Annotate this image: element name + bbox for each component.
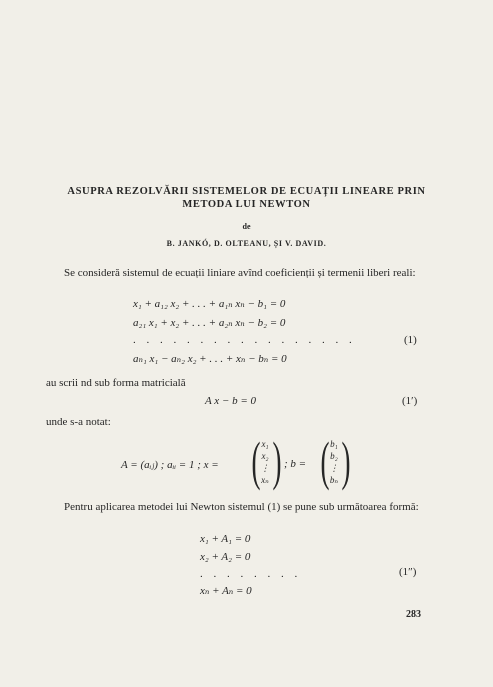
paragraph-newton-form: Pentru aplicarea metodei lui Newton sistemul (1) se pune sub următoarea formă: [64, 501, 419, 513]
article-title [30, 185, 463, 211]
title-line-2: METODA LUI NEWTON [182, 199, 311, 210]
vector-b-entry: bₙ [329, 475, 339, 485]
by-line: de [242, 222, 251, 231]
system-equation-1: x₁ + a₁₂ x₂ + . . . + a₁ₙ xₙ − b₁ = 0 [133, 298, 286, 310]
vector-b-entry: b₂ [330, 451, 338, 461]
notation-A-and-x: A = (aᵢⱼ) ; aᵢᵢ = 1 ; x = [121, 459, 219, 471]
newton-ellipsis-row: . . . . . . . . [200, 568, 302, 580]
newton-equation-1: x₁ + A₁ = 0 [200, 533, 251, 545]
system-equation-n: aₙ₁ x₁ − aₙ₂ x₂ + . . . + xₙ − bₙ = 0 [133, 353, 287, 365]
system-equation-2: a₂₁ x₁ + x₂ + . . . + a₂ₙ xₙ − b₂ = 0 [133, 317, 286, 329]
vector-b-entry: ⋮ [329, 463, 339, 473]
equation-label-1-double-prime: (1″) [399, 566, 417, 578]
newton-equation-2: x₂ + A₂ = 0 [200, 551, 251, 563]
equation-label-1-prime: (1′) [402, 395, 418, 407]
page-number: 283 [406, 609, 421, 620]
newton-equation-n: xₙ + Aₙ = 0 [200, 585, 252, 597]
system-ellipsis-row: . . . . . . . . . . . . . . . . . [133, 334, 356, 346]
vector-b-right-paren: ) [341, 431, 351, 491]
matrix-equation: A x − b = 0 [205, 395, 256, 407]
vector-x-entry: x₂ [261, 451, 269, 461]
equation-label-1: (1) [404, 334, 417, 346]
vector-x-right-paren: ) [272, 431, 282, 491]
vector-x [258, 438, 272, 486]
notation-b-label: ; b = [284, 458, 307, 470]
authors: B. JANKÓ, D. OLTEANU, ȘI V. DAVID. [166, 239, 327, 248]
vector-x-entry: ⋮ [260, 463, 270, 473]
vector-b-left-paren: ( [320, 431, 330, 491]
paragraph-notation: unde s-a notat: [46, 416, 111, 428]
vector-b [327, 438, 341, 486]
vector-x-entry: x₁ [261, 439, 269, 449]
paragraph-intro: Se consideră sistemul de ecuații liniare avînd coeficienții și termenii liberi reali: [64, 267, 416, 279]
vector-b-entry: b₁ [330, 439, 338, 449]
vector-x-entry: xₙ [261, 475, 269, 485]
vector-x-left-paren: ( [251, 431, 261, 491]
paragraph-matrix-form: au scrii nd sub forma matricială [46, 377, 186, 389]
title-line-1: ASUPRA REZOLVĂRII SISTEMELOR DE ECUAȚII LINEARE PRIN [67, 186, 426, 197]
